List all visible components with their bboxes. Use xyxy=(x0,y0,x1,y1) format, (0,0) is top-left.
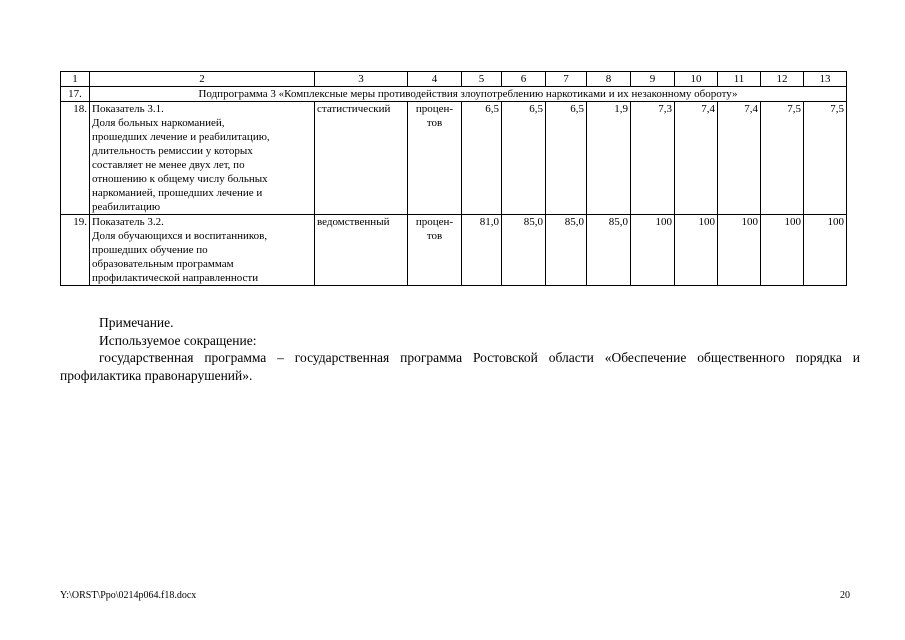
value-cell: 7,5 xyxy=(804,102,847,215)
subprogram-row xyxy=(61,87,847,102)
indicator-line: составляет не менее двух лет, по xyxy=(92,159,245,171)
header-cell: 5 xyxy=(462,72,502,87)
row-number: 18. xyxy=(61,102,90,215)
indicator-line: образовательным программам xyxy=(92,258,234,270)
indicators-table xyxy=(60,71,847,286)
note-heading: Примечание. xyxy=(99,315,174,330)
indicator-line: длительность ремиссии у которых xyxy=(92,145,253,157)
indicator-line: реабилитацию xyxy=(92,201,161,213)
unit-line: процен- xyxy=(415,216,454,228)
table-row xyxy=(61,102,847,215)
value-cell: 6,5 xyxy=(462,102,502,215)
note-abbrev-definition: государственная программа – государственная программа Ростовской области «Обеспечение общественного порядка и профилактика правонарушений». xyxy=(60,350,860,383)
unit-line: тов xyxy=(426,117,443,129)
indicator-line: наркоманией, прошедших лечение и xyxy=(92,187,263,199)
indicator-line: прошедших обучение по xyxy=(92,244,208,256)
indicator-line: Доля обучающихся и воспитанников, xyxy=(92,230,268,242)
note-abbrev-heading: Используемое сокращение: xyxy=(99,332,257,348)
header-cell: 8 xyxy=(587,72,631,87)
indicator-line: Показатель 3.1. xyxy=(92,103,164,115)
unit-cell xyxy=(408,215,462,286)
header-cell: 10 xyxy=(675,72,718,87)
header-cell: 3 xyxy=(315,72,408,87)
indicator-type: ведомственный xyxy=(315,215,408,286)
unit-line: процен- xyxy=(415,103,454,115)
header-cell: 1 xyxy=(61,72,90,87)
value-cell: 100 xyxy=(761,215,804,286)
value-cell: 7,4 xyxy=(718,102,761,215)
value-cell: 1,9 xyxy=(587,102,631,215)
value-cell: 7,4 xyxy=(675,102,718,215)
header-cell: 9 xyxy=(631,72,675,87)
indicator-line: прошедших лечение и реабилитацию, xyxy=(92,131,270,143)
row-number: 17. xyxy=(61,87,90,102)
value-cell: 7,5 xyxy=(761,102,804,215)
value-cell: 85,0 xyxy=(546,215,587,286)
value-cell: 85,0 xyxy=(587,215,631,286)
indicator-line: профилактической направленности xyxy=(92,272,259,284)
value-cell: 6,5 xyxy=(502,102,546,215)
value-cell: 100 xyxy=(718,215,761,286)
indicator-line: отношению к общему числу больных xyxy=(92,173,268,185)
footer-file-path: Y:\ORST\Ppo\0214p064.f18.docx xyxy=(60,590,197,601)
header-cell: 12 xyxy=(761,72,804,87)
header-cell: 2 xyxy=(90,72,315,87)
table-row xyxy=(61,215,847,286)
indicator-line: Показатель 3.2. xyxy=(92,216,164,228)
value-cell: 85,0 xyxy=(502,215,546,286)
value-cell: 100 xyxy=(631,215,675,286)
page-number: 20 xyxy=(840,590,850,601)
notes-section xyxy=(60,314,860,384)
value-cell: 81,0 xyxy=(462,215,502,286)
value-cell: 6,5 xyxy=(546,102,587,215)
row-number: 19. xyxy=(61,215,90,286)
indicator-line: Доля больных наркоманией, xyxy=(92,117,225,129)
value-cell: 100 xyxy=(804,215,847,286)
header-cell: 7 xyxy=(546,72,587,87)
header-cell: 11 xyxy=(718,72,761,87)
header-cell: 6 xyxy=(502,72,546,87)
indicator-cell xyxy=(90,215,315,286)
unit-line: тов xyxy=(426,230,443,242)
value-cell: 100 xyxy=(675,215,718,286)
header-row xyxy=(61,72,847,87)
header-cell: 4 xyxy=(408,72,462,87)
unit-cell xyxy=(408,102,462,215)
header-cell: 13 xyxy=(804,72,847,87)
value-cell: 7,3 xyxy=(631,102,675,215)
indicator-cell xyxy=(90,102,315,215)
indicator-type: статистический xyxy=(315,102,408,215)
subprogram-title: Подпрограмма 3 «Комплексные меры противодействия злоупотреблению наркотиками и их незаконному обороту» xyxy=(90,87,847,102)
